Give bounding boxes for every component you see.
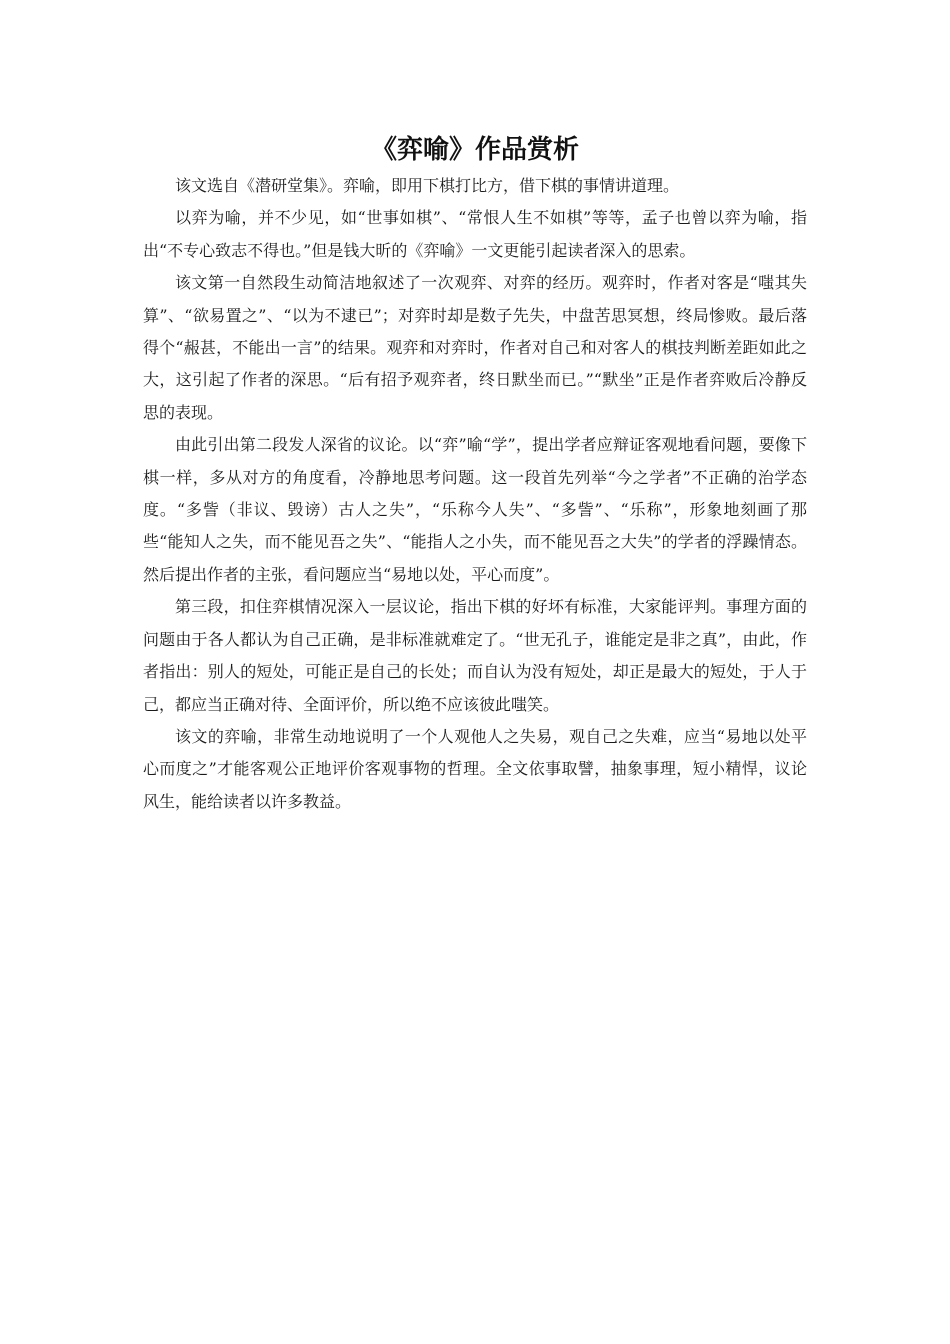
document-title: 《弈喻》作品赏析 (370, 135, 579, 165)
paragraph-conclusion: 该文的弈喻，非常生动地说明了一个人观他人之失易，观自己之失难，应当“易地以处平心而度之”才能客观公正地评价客观事物的哲理。全文依事取譬，抽象事理，短小精悍，议论风生，能给读者以许多教益。 (143, 726, 807, 811)
paragraph-background: 以弈为喻，并不少见，如“世事如棋”、“常恨人生不如棋”等等，孟子也曾以弈为喻，指出“不专心致志不得也。”但是钱大昕的《弈喻》一文更能引起读者深入的思索。 (143, 208, 807, 260)
paragraph-first-section-analysis: 该文第一自然段生动简洁地叙述了一次观弈、对弈的经历。观弈时，作者对客是“嗤其失算”、“欲易置之”、“以为不逮已”；对弈时却是数子先失，中盘苦思冥想，终局惨败。最后落得个“赧甚，不能出一言”的结果。观弈和对弈时，作者对自己和对客人的棋技判断差距如此之大，这引起了作者的深思。“后有招予观弈者，终日默坐而已。”“默坐”正是作者弈败后冷静反思的表现。 (143, 273, 807, 422)
paragraph-second-section-analysis: 由此引出第二段发人深省的议论。以“弈”喻“学”，提出学者应辩证客观地看问题，要像下棋一样，多从对方的角度看，冷静地思考问题。这一段首先列举“今之学者”不正确的治学态度。“多訾（非议、毁谤）古人之失”，“乐称今人失”、“多訾”、“乐称”，形象地刻画了那些“能知人之失，而不能见吾之失”、“能指人之小失，而不能见吾之大失”的学者的浮躁情态。然后提出作者的主张，看问题应当“易地以处，平心而度”。 (143, 435, 807, 584)
document-body (143, 170, 807, 818)
paragraph-source: 该文选自《潜研堂集》。弈喻，即用下棋打比方，借下棋的事情讲道理。 (175, 176, 680, 195)
paragraph-third-section-analysis: 第三段，扣住弈棋情况深入一层议论，指出下棋的好坏有标准，大家能评判。事理方面的问题由于各人都认为自己正确，是非标准就难定了。“世无孔子，谁能定是非之真”，由此，作者指出：别人的短处，可能正是自己的长处；而自认为没有短处，却正是最大的短处，于人于己，都应当正确对待、全面评价，所以绝不应该彼此嗤笑。 (143, 597, 807, 714)
